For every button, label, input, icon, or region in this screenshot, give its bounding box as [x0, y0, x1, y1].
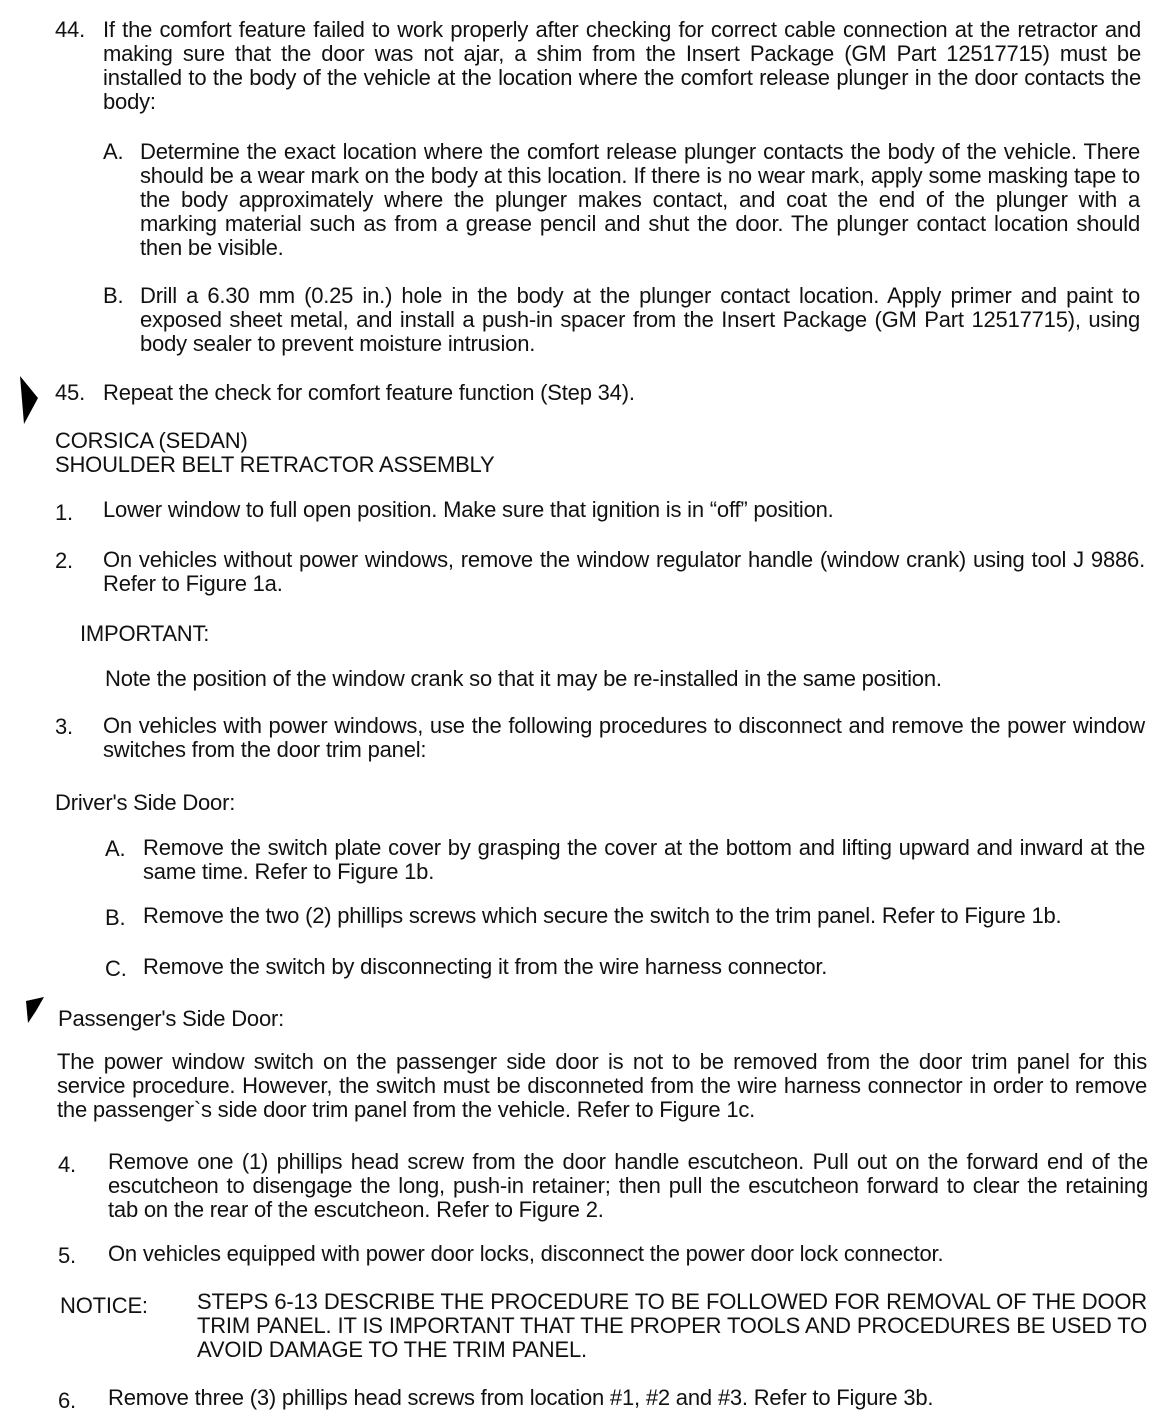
driver-step-c-text: Remove the switch by disconnecting it from the wire harness connector.: [143, 954, 828, 979]
step-6-text: Remove three (3) phillips head screws from location #1, #2 and #3. Refer to Figure 3b.: [108, 1385, 934, 1410]
passenger-side-heading: Passenger's Side Door:: [58, 1006, 285, 1031]
driver-side-heading: Driver's Side Door:: [55, 790, 236, 815]
section-subtitle: SHOULDER BELT RETRACTOR ASSEMBLY: [55, 452, 495, 477]
step-4-text: Remove one (1) phillips head screw from the door handle escutcheon. Pull out on the forward end of the escutcheon to disengage the long, push-in retainer; then pull the escutcheon forward to clear the retaining tab on the rear of the escutcheon. Refer to Figure 2.: [108, 1149, 1148, 1222]
change-marker-icon: [22, 997, 48, 1025]
step-44-number: 44.: [55, 17, 85, 42]
passenger-side-text: The power window switch on the passenger side door is not to be removed from the door trim panel for this service procedure. However, the switch must be disconneted from the wire harness connector in order to remove the passenger`s side door trim panel from the vehicle. Refer to Figure 1c.: [57, 1049, 1147, 1122]
step-44b-label: B.: [103, 283, 124, 308]
step-45-text: Repeat the check for comfort feature function (Step 34).: [103, 380, 635, 405]
step-44a-text: Determine the exact location where the comfort release plunger contacts the body of the vehicle. There should be a wear mark on the body at this location. If there is no wear mark, apply some masking tape to the body approximately where the plunger makes contact, and coat the end of the plunger with a marking material such as from a grease pencil and shut the door. The plunger contact location should then be visible.: [140, 139, 1140, 260]
step-3-text: On vehicles with power windows, use the following procedures to disconnect and remove the power window switches from the door trim panel:: [103, 713, 1145, 762]
notice-text: STEPS 6-13 DESCRIBE THE PROCEDURE TO BE FOLLOWED FOR REMOVAL OF THE DOOR TRIM PANEL. IT IS IMPORTANT THAT THE PROPER TOOLS AND PROCEDURES BE USED TO AVOID DAMAGE TO THE TRIM PANEL.: [197, 1289, 1147, 1362]
driver-step-a-label: A.: [105, 836, 126, 861]
step-4-number: 4.: [58, 1152, 76, 1177]
notice-label: NOTICE:: [60, 1293, 148, 1318]
step-2-number: 2.: [55, 548, 73, 573]
driver-step-b-text: Remove the two (2) phillips screws which secure the switch to the trim panel. Refer to Figure 1b.: [143, 903, 1062, 928]
step-3-number: 3.: [55, 714, 73, 739]
step-1-text: Lower window to full open position. Make sure that ignition is in “off” position.: [103, 497, 834, 522]
step-44a-label: A.: [103, 139, 124, 164]
important-label: IMPORTANT:: [80, 621, 210, 646]
important-text: Note the position of the window crank so that it may be re-installed in the same position.: [105, 666, 942, 691]
step-44b-text: Drill a 6.30 mm (0.25 in.) hole in the body at the plunger contact location. Apply primer and paint to exposed sheet metal, and install a push-in spacer from the Insert Package (GM Part 12517715), using body sealer to prevent moisture intrusion.: [140, 283, 1140, 356]
driver-step-a-text: Remove the switch plate cover by grasping the cover at the bottom and lifting upward and inward at the same time. Refer to Figure 1b.: [143, 835, 1145, 884]
step-5-number: 5.: [58, 1243, 76, 1268]
step-44-text: If the comfort feature failed to work properly after checking for correct cable connection at the retractor and making sure that the door was not ajar, a shim from the Insert Package (GM Part 12517715) must be installed to the body of the vehicle at the location where the comfort release plunger in the door contacts the body:: [103, 17, 1141, 114]
step-1-number: 1.: [55, 500, 73, 525]
step-5-text: On vehicles equipped with power door locks, disconnect the power door lock connector.: [108, 1241, 944, 1266]
step-45-number: 45.: [55, 380, 85, 405]
step-2-text: On vehicles without power windows, remove the window regulator handle (window crank) using tool J 9886. Refer to Figure 1a.: [103, 547, 1145, 596]
change-marker-icon: [18, 376, 40, 426]
driver-step-b-label: B.: [105, 905, 126, 930]
step-6-number: 6.: [58, 1388, 76, 1413]
section-title: CORSICA (SEDAN): [55, 428, 248, 453]
driver-step-c-label: C.: [105, 956, 127, 981]
